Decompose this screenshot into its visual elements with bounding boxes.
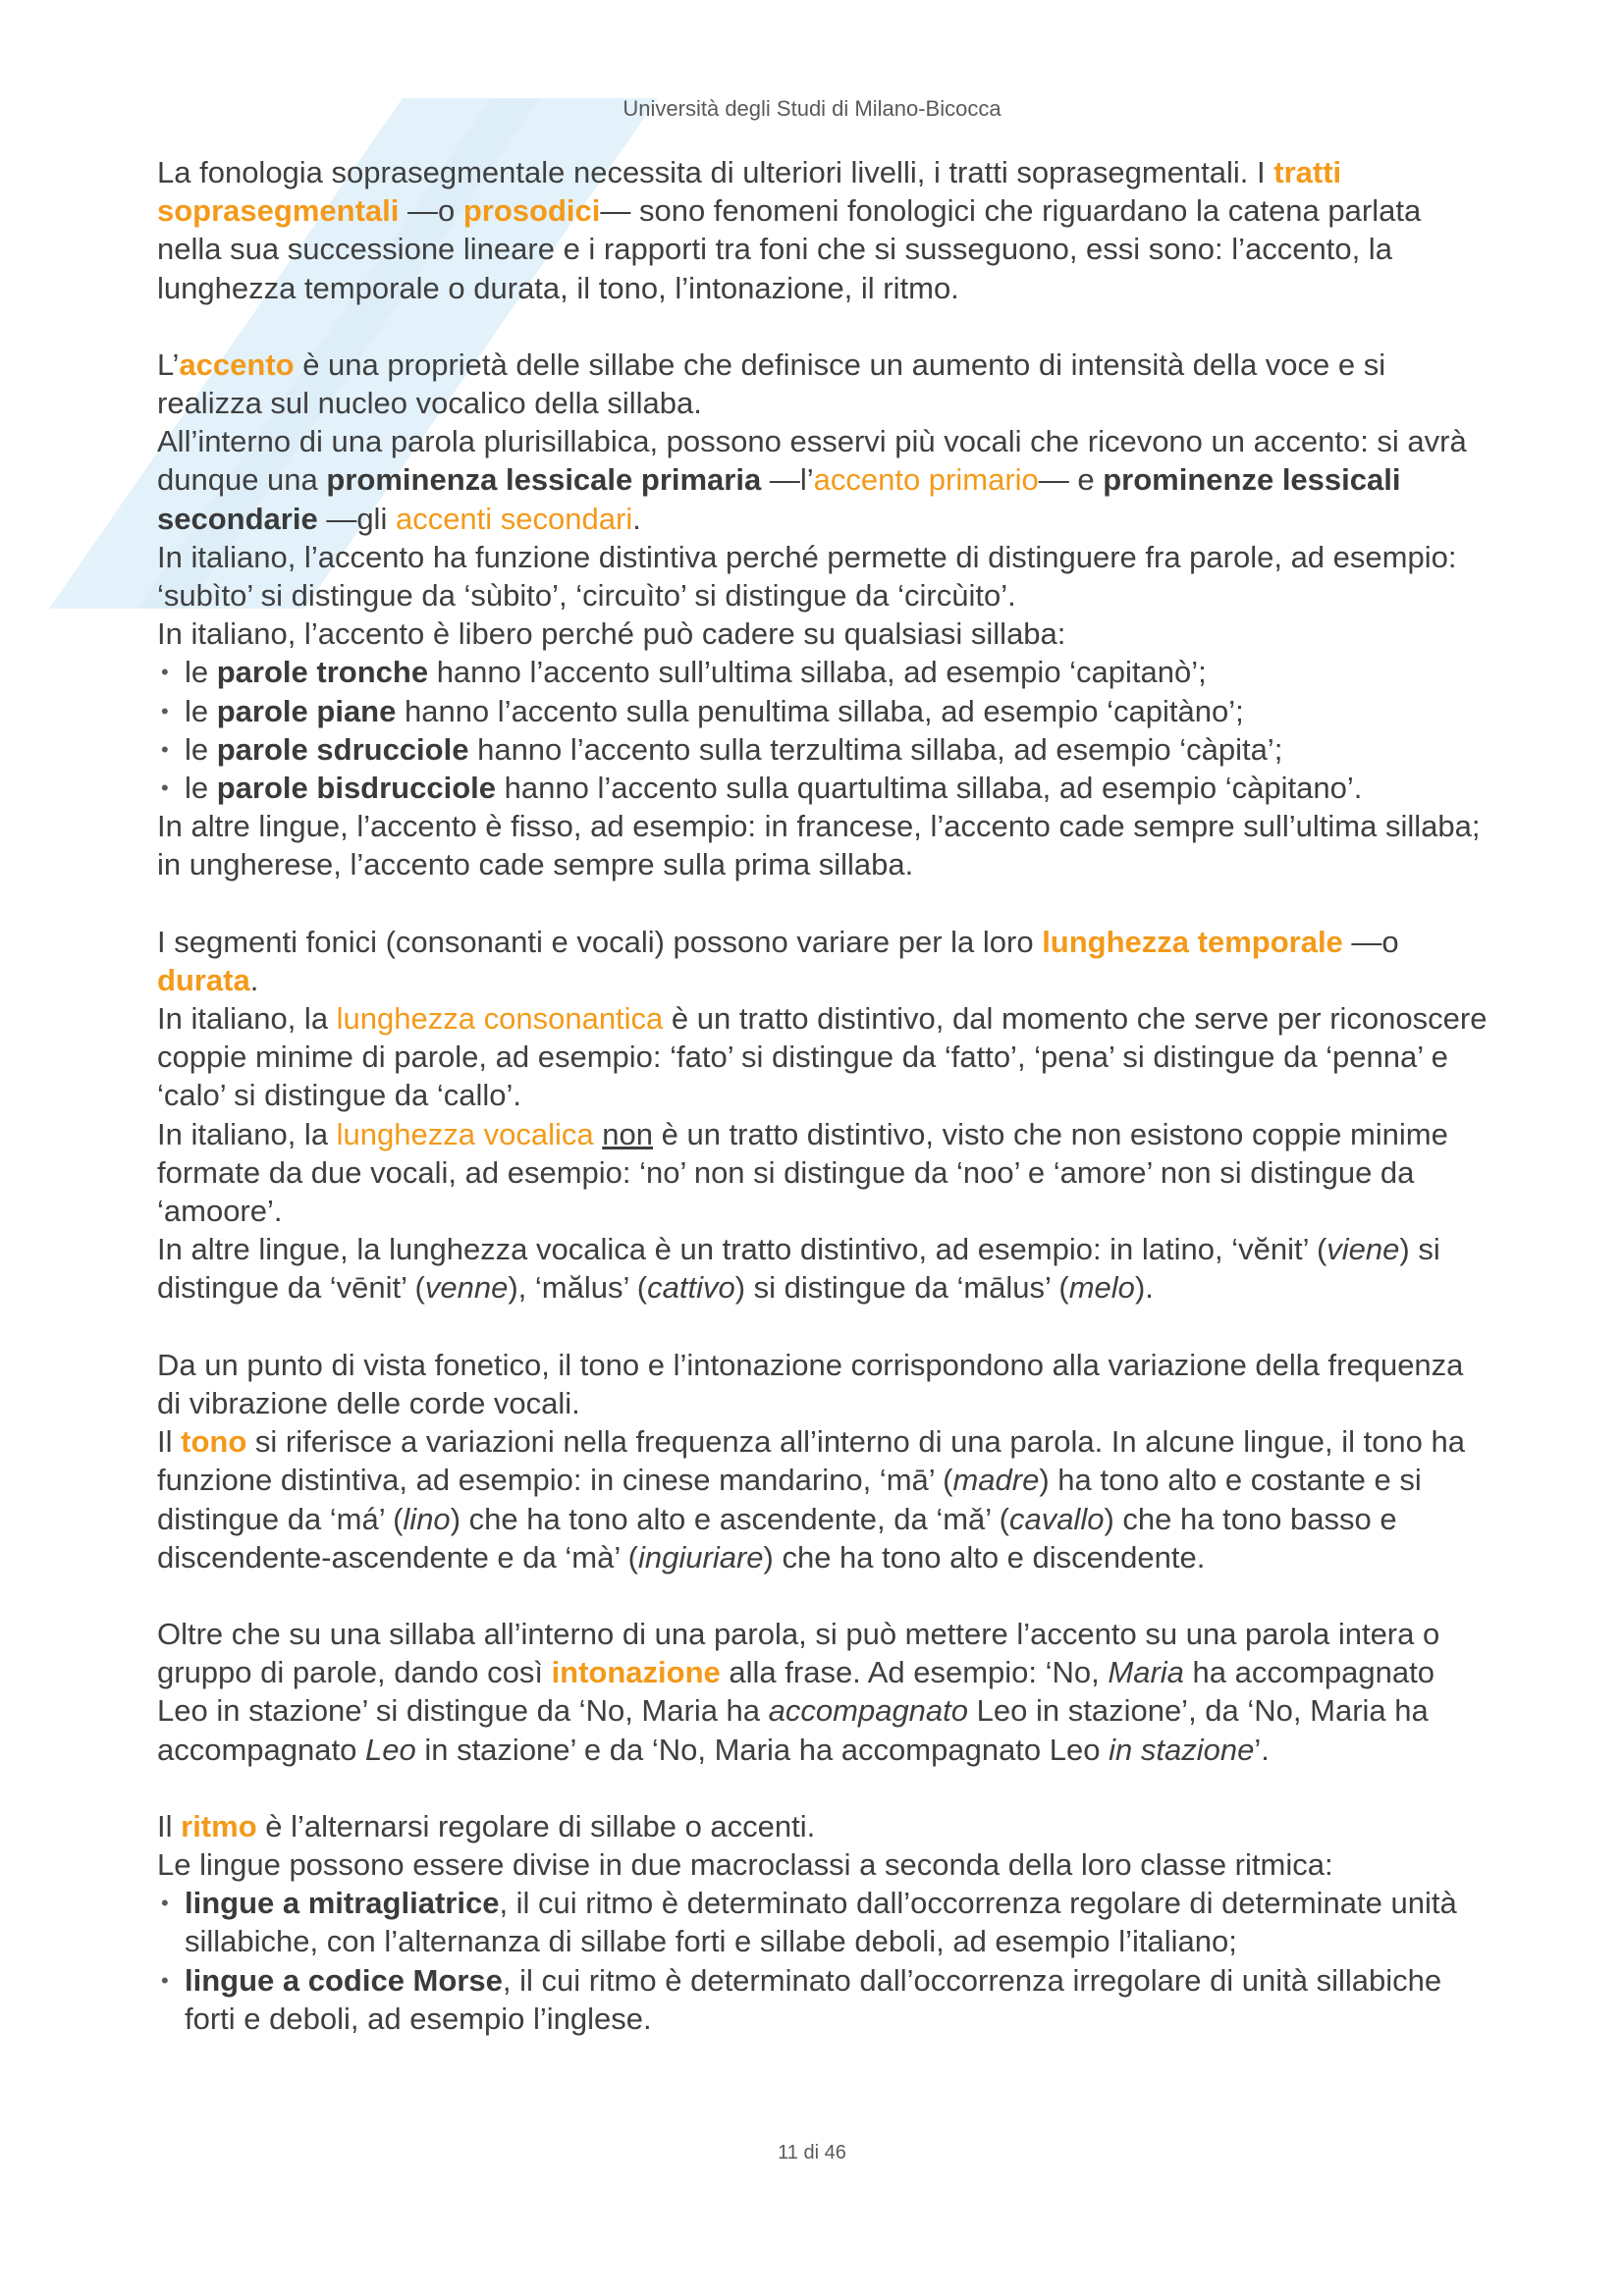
list-item: • lingue a mitragliatrice, il cui ritmo è determinato dall’occorrenza regolare di determinate unità sillabiche, con l’alternanza di sillabe forti e sillabe deboli, ad esempio l’italiano; — [161, 1886, 1457, 1959]
term-accento-primario: accento primario — [813, 462, 1039, 498]
paragraph-accent-definition: L’accento è una proprietà delle sillabe che definisce un aumento di intensità della voce e si realizza sul nucleo vocalico della sillaba. — [157, 347, 1386, 421]
bullet-icon: • — [161, 660, 169, 685]
paragraph-consonant-length: In italiano, la lunghezza consonantica è un tratto distintivo, dal momento che serve per riconoscere coppie minime di parole, ad esempio: ‘fato’ si distingue da ‘fatto’, ‘pena’ si distingue da ‘penna’ e ‘calo’ si distingue da ‘callo’. — [157, 1001, 1488, 1113]
list-item: • le parole tronche hanno l’accento sull’ultima sillaba, ad esempio ‘capitanò’; — [157, 653, 1492, 691]
term-ritmo: ritmo — [181, 1808, 257, 1843]
term-tono: tono — [181, 1424, 247, 1460]
bullet-icon: • — [161, 775, 169, 801]
bullet-icon: • — [161, 736, 169, 762]
term-accenti-secondari: accenti secondari — [395, 501, 633, 536]
page-header: Università degli Studi di Milano-Bicocca — [623, 96, 1001, 121]
paragraph-latin-example: In altre lingue, la lunghezza vocalica è un tratto distintivo, ad esempio: in latino, ‘vĕnit’ (viene) si distingue da ‘vēnit’ (venne), ‘mălus’ (cattivo) si distingue da ‘mālus’ (melo). — [157, 1232, 1440, 1306]
term-accento: accento — [179, 347, 295, 382]
paragraph-intonation: Oltre che su una sillaba all’interno di una parola, si può mettere l’accento su una parola intera o gruppo di parole, dando così intonazione alla frase. Ad esempio: ‘No, Maria ha accompagnato Leo in stazione’ si distingue da ‘No, Maria ha accompagnato Leo in stazione’, da ‘No, Maria ha accompagnato Leo in stazione’ e da ‘No, Maria ha accompagnato Leo in stazione’. — [157, 1616, 1440, 1767]
list-item: • le parole piane hanno l’accento sulla penultima sillaba, ad esempio ‘capitàno’; — [157, 692, 1492, 730]
paragraph-duration: I segmenti fonici (consonanti e vocali) possono variare per la loro lunghezza temporale —o durata. — [157, 924, 1399, 997]
paragraph-vowel-length: In italiano, la lunghezza vocalica non è un tratto distintivo, visto che non esistono coppie minime formate da due vocali, ad esempio: ‘no’ non si distingue da ‘noo’ e ‘amore’ non si distingue da ‘amoore’. — [157, 1116, 1448, 1229]
page-number: 11 di 46 — [778, 2142, 846, 2163]
bullet-icon: • — [161, 1891, 169, 1916]
paragraph-fixed-accent: In altre lingue, l’accento è fisso, ad esempio: in francese, l’accento cade sempre sull’ultima sillaba; in ungherese, l’accento cade sempre sulla prima sillaba. — [157, 809, 1481, 882]
accent-types-list — [157, 653, 1492, 807]
list-item: • lingue a codice Morse, il cui ritmo è determinato dall’occorrenza irregolare di unità sillabiche forti e deboli, ad esempio l’inglese. — [161, 1962, 1442, 2036]
paragraph-prosody-intro: La fonologia soprasegmentale necessita di ulteriori livelli, i tratti soprasegmentali. I tratti soprasegmentali —o prosodici— sono fenomeni fonologici che riguardano la catena parlata nella sua successione lineare e i rapporti tra foni che si susseguono, essi sono: l’accento, la lunghezza temporale o durata, il tono, l’intonazione, il ritmo. — [157, 155, 1422, 305]
term-suprasegmental: tratti soprasegmentali — [157, 155, 1342, 229]
paragraph-rhythm: Il ritmo è l’alternarsi regolare di sillabe o accenti. — [157, 1808, 816, 1843]
term-intonazione: intonazione — [551, 1655, 721, 1690]
bullet-icon: • — [161, 698, 169, 723]
term-prosodici: prosodici — [462, 193, 601, 229]
paragraph-distinctive-accent: In italiano, l’accento ha funzione distintiva perché permette di distinguere fra parole, ad esempio: ‘subìto’ si distingue da ‘sùbito’, ‘circuìto’ si distingue da ‘circùito’. — [157, 539, 1457, 614]
term-durata: durata — [157, 962, 250, 997]
bullet-icon: • — [161, 1967, 169, 1993]
term-secondary-prominence: prominenze lessicali secondarie — [157, 462, 1401, 536]
document-body — [157, 153, 1492, 2038]
term-lunghezza-consonantica: lunghezza consonantica — [336, 1001, 664, 1037]
term-primary-prominence: prominenza lessicale primaria — [326, 462, 762, 498]
paragraph-free-accent: In italiano, l’accento è libero perché può cadere su qualsiasi sillaba: — [157, 616, 1066, 652]
paragraph-tone-phonetics: Da un punto di vista fonetico, il tono e l’intonazione corrispondono alla variazione della frequenza di vibrazione delle corde vocali. — [157, 1347, 1464, 1420]
rhythm-classes-list — [157, 1884, 1492, 2038]
paragraph-prominence: All’interno di una parola plurisillabica, possono esservi più vocali che ricevono un accento: si avrà dunque una prominenza lessicale primaria —l’accento primario— e prominenze lessicali secondarie —gli accenti secondari. — [157, 424, 1467, 536]
term-lunghezza-temporale: lunghezza temporale — [1042, 924, 1343, 959]
term-lunghezza-vocalica: lunghezza vocalica — [336, 1116, 594, 1151]
list-item: • le parole bisdrucciole hanno l’accento sulla quartultima sillaba, ad esempio ‘càpitano’. — [157, 769, 1492, 807]
paragraph-tone: Il tono si riferisce a variazioni nella frequenza all’interno di una parola. In alcune lingue, il tono ha funzione distintiva, ad esempio: in cinese mandarino, ‘mā’ (madre) ha tono alto e costante e si distingue da ‘má’ (lino) che ha tono alto e ascendente, da ‘mǎ’ (cavallo) che ha tono basso e discendente-ascendente e da ‘mà’ (ingiuriare) che ha tono alto e discendente. — [157, 1424, 1466, 1575]
paragraph-rhythm-classes: Le lingue possono essere divise in due macroclassi a seconda della loro classe ritmica: — [157, 1846, 1333, 1882]
list-item: • le parole sdrucciole hanno l’accento sulla terzultima sillaba, ad esempio ‘càpita’; — [157, 730, 1492, 769]
